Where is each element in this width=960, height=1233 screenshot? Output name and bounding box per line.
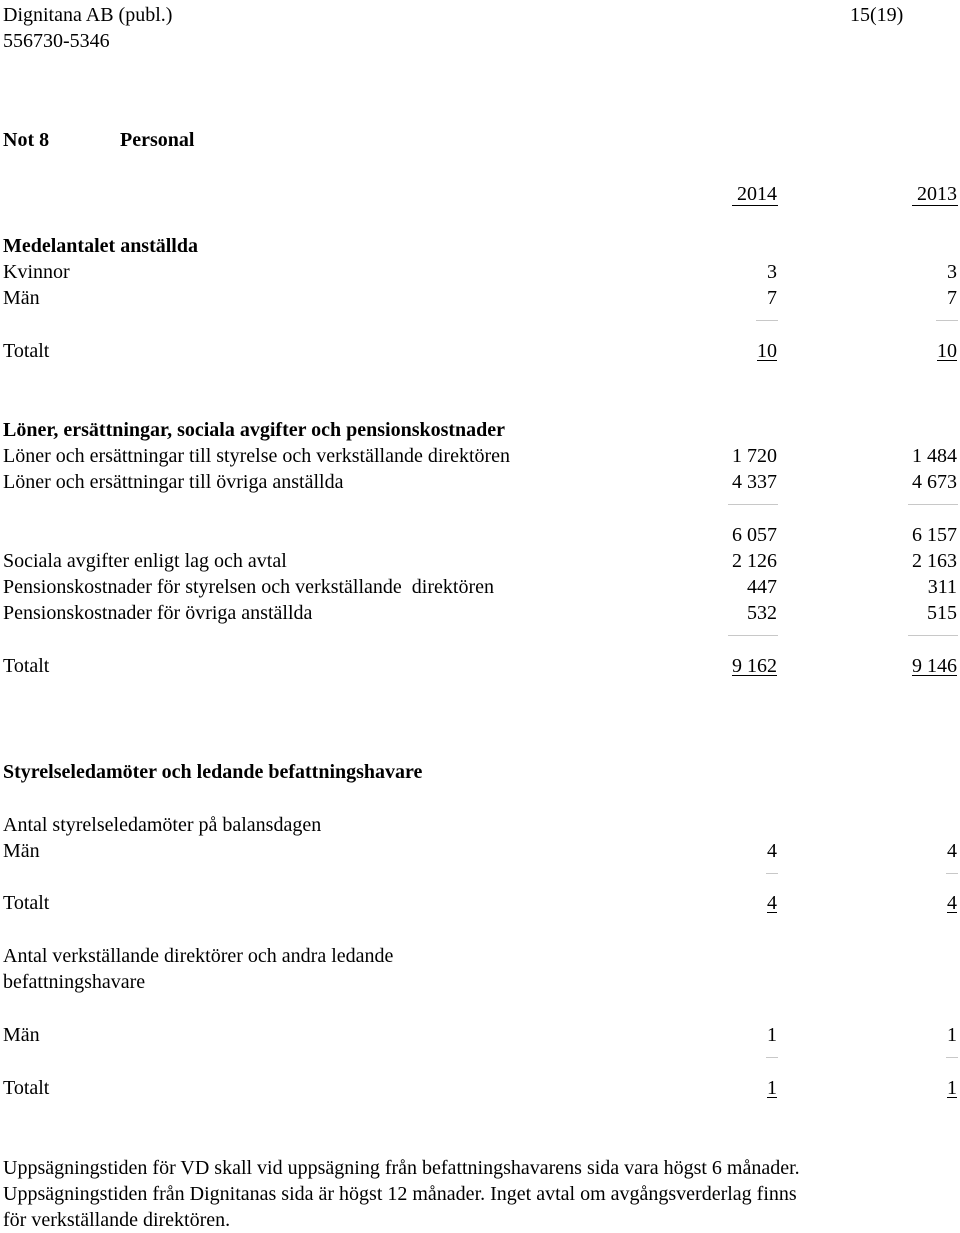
row-value-2014: 1 720	[732, 445, 777, 467]
footnote-line: Uppsägningstiden för VD skall vid uppsägning från befattningshavarens sida vara högst 6 månader.	[3, 1157, 800, 1179]
total-label: Totalt	[3, 340, 50, 362]
row-value-2014: 4	[767, 840, 777, 862]
total-value-2014: 4	[767, 892, 777, 914]
sum-rule	[756, 320, 778, 321]
sum-rule	[936, 320, 958, 321]
total-value-2014: 1	[767, 1077, 777, 1099]
row-value-2014: 532	[747, 602, 777, 624]
org-number: 556730-5346	[3, 30, 110, 52]
row-value-2013: 4	[947, 840, 957, 862]
year-header-2013: 2013	[917, 183, 957, 205]
row-value-2013: 1 484	[912, 445, 957, 467]
total-value-2013: 4	[947, 892, 957, 914]
subsection-heading-executives-line1: Antal verkställande direktörer och andra ledande	[3, 945, 394, 967]
row-value-2013: 2 163	[912, 550, 957, 572]
sum-rule	[908, 504, 958, 505]
subtotal-value-2014: 6 057	[732, 524, 777, 546]
footnote-line: Uppsägningstiden från Dignitanas sida är högst 12 månader. Inget avtal om avgångsverderlag finns	[3, 1183, 797, 1205]
sum-rule	[946, 873, 958, 874]
total-label: Totalt	[3, 1077, 50, 1099]
section-heading-board: Styrelseledamöter och ledande befattningshavare	[3, 761, 423, 783]
total-value-2014: 10	[757, 340, 777, 362]
section-heading-avg-employees: Medelantalet anställda	[3, 235, 198, 257]
row-value-2013: 1	[947, 1024, 957, 1046]
company-name: Dignitana AB (publ.)	[3, 4, 173, 26]
total-label: Totalt	[3, 892, 50, 914]
total-value-2013: 9 146	[912, 655, 957, 677]
sum-rule	[728, 635, 778, 636]
row-value-2013: 4 673	[912, 471, 957, 493]
row-value-2013: 7	[947, 287, 957, 309]
subsection-heading-board-members: Antal styrelseledamöter på balansdagen	[3, 814, 322, 836]
total-value-2013: 10	[937, 340, 957, 362]
note-title: Personal	[120, 129, 195, 151]
row-value-2014: 4 337	[732, 471, 777, 493]
subsection-heading-executives-line2: befattningshavare	[3, 971, 146, 993]
sum-rule	[946, 1057, 958, 1058]
note-number: Not 8	[3, 129, 50, 151]
row-value-2014: 3	[767, 261, 777, 283]
row-label: Pensionskostnader för övriga anställda	[3, 602, 313, 624]
sum-rule	[766, 873, 778, 874]
sum-rule	[766, 1057, 778, 1058]
row-label: Män	[3, 840, 40, 862]
row-label: Sociala avgifter enligt lag och avtal	[3, 550, 287, 572]
row-label: Män	[3, 287, 40, 309]
year-header-2014: 2014	[737, 183, 777, 205]
row-label: Löner och ersättningar till styrelse och verkställande direktören	[3, 445, 511, 467]
row-label: Män	[3, 1024, 40, 1046]
subtotal-value-2013: 6 157	[912, 524, 957, 546]
total-value-2014: 9 162	[732, 655, 777, 677]
row-label: Kvinnor	[3, 261, 70, 283]
row-value-2013: 3	[947, 261, 957, 283]
row-value-2014: 447	[747, 576, 777, 598]
footnote-line: för verkställande direktören.	[3, 1209, 231, 1231]
row-value-2014: 2 126	[732, 550, 777, 572]
row-value-2013: 311	[927, 576, 957, 598]
sum-rule	[908, 635, 958, 636]
year-underline	[912, 205, 958, 206]
section-heading-salaries: Löner, ersättningar, sociala avgifter och pensionskostnader	[3, 419, 506, 441]
row-value-2014: 7	[767, 287, 777, 309]
row-label: Pensionskostnader för styrelsen och verkställande direktören	[3, 576, 494, 598]
row-label: Löner och ersättningar till övriga anställda	[3, 471, 344, 493]
row-value-2013: 515	[927, 602, 957, 624]
row-value-2014: 1	[767, 1024, 777, 1046]
year-underline	[732, 205, 778, 206]
page-number: 15(19)	[850, 4, 904, 26]
total-value-2013: 1	[947, 1077, 957, 1099]
total-label: Totalt	[3, 655, 50, 677]
sum-rule	[728, 504, 778, 505]
